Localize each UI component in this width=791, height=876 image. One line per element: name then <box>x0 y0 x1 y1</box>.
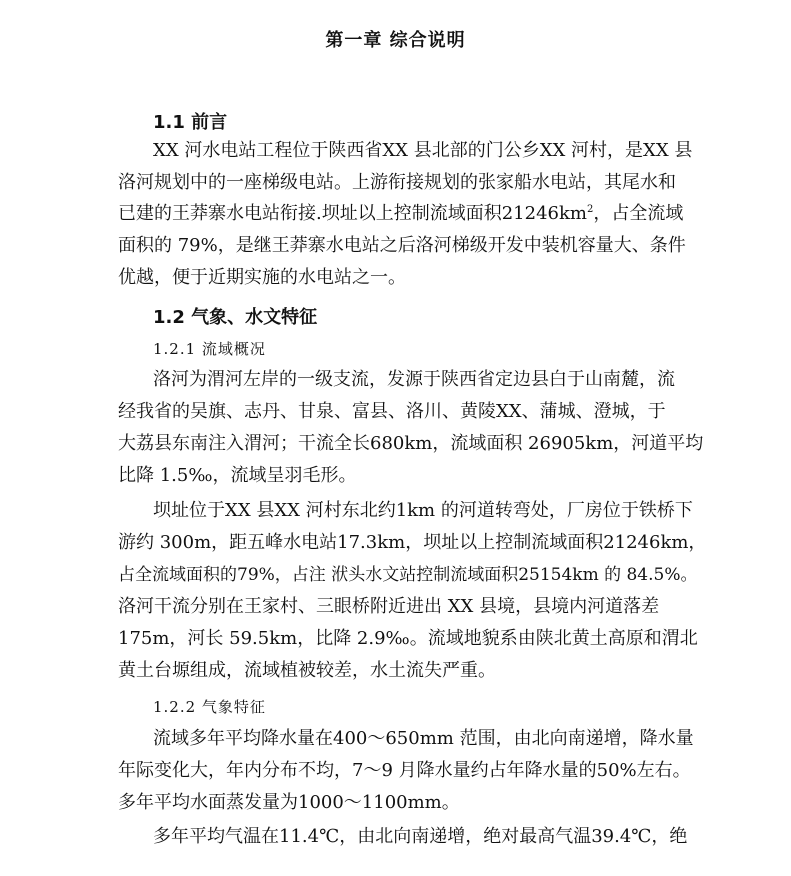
paragraph-line: 洛河规划中的一座梯级电站。上游衔接规划的张家船水电站，其尾水和 <box>118 172 676 193</box>
paragraph-line: 流域多年平均降水量在400～650mm 范围，由北向南递增，降水量 <box>153 728 694 749</box>
paragraph-line: 优越，便于近期实施的水电站之一。 <box>118 267 406 288</box>
paragraph-line: 比降 1.5‰，流域呈羽毛形。 <box>118 465 357 486</box>
paragraph-line: 洛河干流分别在王家村、三眼桥附近进出 XX 县境，县境内河道落差 <box>118 596 660 617</box>
paragraph-line: 175m，河长 59.5km，比降 2.9‰。流域地貌系由陕北黄土高原和渭北 <box>118 628 698 649</box>
section-heading-hydrology: 1.2 气象、水文特征 <box>153 307 318 328</box>
paragraph-line <box>118 203 683 225</box>
chapter-title: 第一章 综合说明 <box>325 30 466 51</box>
paragraph-line: 年际变化大，年内分布不均，7～9 月降水量约占年降水量的50%左右。 <box>118 760 691 781</box>
paragraph-text: ，占全流域 <box>593 203 684 224</box>
section-heading-preface: 1.1 前言 <box>153 112 228 133</box>
paragraph-text: 已建的王莽寨水电站衔接.坝址以上控制流域面积21246km <box>118 203 587 224</box>
superscript: 2 <box>586 204 594 215</box>
paragraph-line: XX 河水电站工程位于陕西省XX 县北部的门公乡XX 河村，是XX 县 <box>153 140 693 161</box>
subsection-heading-basin: 1.2.1 流域概况 <box>153 340 266 358</box>
paragraph-line: 占全流域面积的79%，占注 洑头水文站控制流域面积25154km 的 84.5%。 <box>118 565 698 585</box>
paragraph-line: 洛河为渭河左岸的一级支流，发源于陕西省定边县白于山南麓，流 <box>153 369 675 390</box>
paragraph-line: 大荔县东南注入渭河；干流全长680km，流域面积 26905km，河道平均 <box>118 433 704 454</box>
paragraph-line: 坝址位于XX 县XX 河村东北约1km 的河道转弯处，厂房位于铁桥下 <box>153 500 693 521</box>
paragraph-line: 多年平均水面蒸发量为1000～1100mm。 <box>118 792 460 813</box>
paragraph-line: 多年平均气温在11.4℃，由北向南递增，绝对最高气温39.4℃，绝 <box>153 826 688 847</box>
paragraph-line: 游约 300m，距五峰水电站17.3km，坝址以上控制流域面积21246km， <box>118 532 707 553</box>
subsection-heading-climate: 1.2.2 气象特征 <box>153 698 266 716</box>
paragraph-line: 黄土台塬组成，流域植被较差，水土流失严重。 <box>118 660 496 681</box>
paragraph-line: 面积的 79%，是继王莽寨水电站之后洛河梯级开发中装机容量大、条件 <box>118 235 686 256</box>
paragraph-line: 经我省的吴旗、志丹、甘泉、富县、洛川、黄陵XX、蒲城、澄城，于 <box>118 401 666 422</box>
